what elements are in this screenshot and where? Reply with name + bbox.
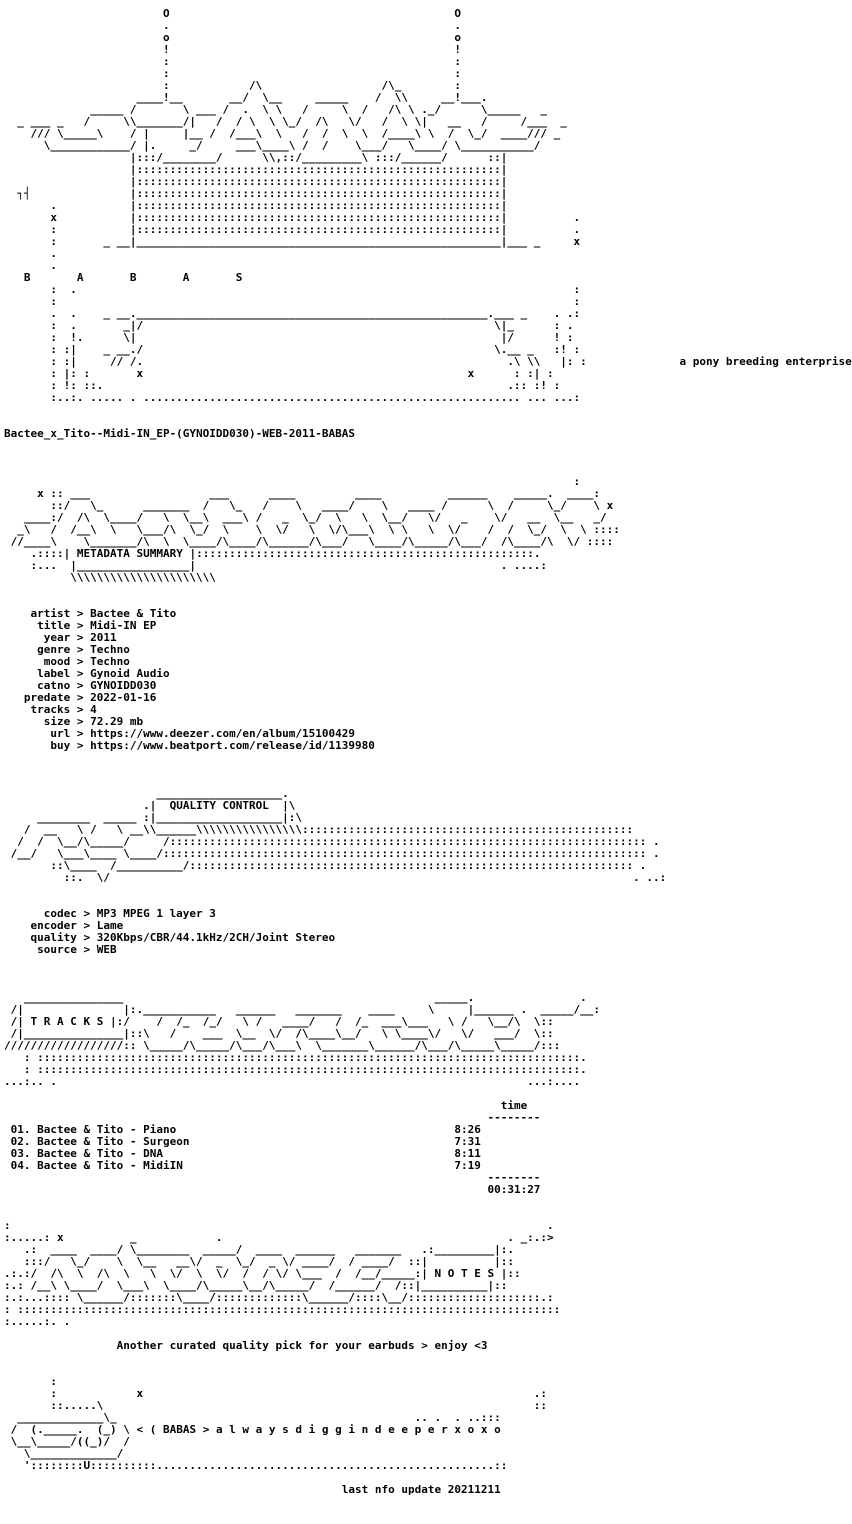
metadata-row: size > 72.29 mb — [4, 715, 144, 728]
track-row — [11, 1159, 481, 1172]
metadata-section-header: METADATA SUMMARY — [76, 547, 183, 560]
quality-row: quality > 320Kbps/CBR/44.1kHz/2CH/Joint Stereo — [4, 931, 336, 944]
quality-row: source > WEB — [4, 943, 117, 956]
track-title: Bactee & Tito - MidiIN — [37, 1159, 183, 1172]
track-number: 02. — [10, 1135, 31, 1148]
footer-art: : : x .: ::.....\ :: _____________\_ .. . . ..::: / (._____. (_) \ — [10, 1375, 548, 1436]
tagline: a pony breeding enterprise — [679, 355, 852, 368]
notes-art: : . :.....: x _ . . _:.:> .: ____ ____/ \________ _____/ ____ ______ _______ .:_________|:. :::/ \_/ \ \__ __\/ _ \_/ _ \/ ____/ / ____/ ::| |:: .:.:/ /\ \ /\ \ \ \/ \ \/ / / \/ \___ / /__/_____:| — [4, 1219, 554, 1280]
quality-row: encoder > Lame — [4, 919, 124, 932]
track-number: 04. — [10, 1159, 31, 1172]
track-time: 7:19 — [454, 1159, 481, 1172]
quality-art-tail: |\ ________ _____ :|___________________|:\ / __ \ / \ __\\______\\\\\\\\\\\\\\\\:::::::::::::::::::::::::::::::::::::::::::::::::: / / \__/\_____/ /:::::::::::::::::::::::::::::::::::::::::::::::::::::::::::::::::::::::: . /__/ \___\____ \____/::::::::::::::::::::::::::::::::::::::::::::::::::::::::::::::::::::::::: . ::\____ /__________/::::::::::::::::::::::::::::::::::::::::::::::::::::::::::::::::::: . ::. \/ . ..: — [10, 799, 667, 884]
quality-section-header: QUALITY CONTROL — [169, 799, 269, 812]
metadata-row: url > https://www.deezer.com/en/album/15100429 — [4, 727, 355, 740]
track-number: 01. — [10, 1123, 31, 1136]
metadata-art-tail: |:::::::::::::::::::::::::::::::::::::::::::::::::::. :... |_________________| . ....: \\\\\\\\\\\\\\\\\\\\\\ — [30, 547, 548, 584]
tracks-total-time: 00:31:27 — [487, 1183, 541, 1196]
metadata-row: artist > Bactee & Tito — [4, 607, 177, 620]
notes-text: Another curated quality pick for your earbuds > enjoy <3 — [116, 1339, 488, 1352]
nfo-text: O O . . o o ! ! : : : : : /\ /\_ : ____!__ __/ \__ _____ / \\ __!___. _____ / \ ___ / . \ \ / \ / /\ \ ._/ \_____ _ _ ___ _ / \\_______/| / / \ \ \_/ /\ \/ / \ \| __ / /___ _ /// \_____\ / | |__ / /___\ \ / / \ \ /____\ \ / \_/ ____/// _ \____________/ |. _/ ___\____\ / / \___/ \____/ \___________/ |:::/________/ \\,::/_________\ :::/______/ ::| |:::::::::::::::::::::::::::::::::::::::::::::::::::::::| |:::::::::::::::::::::::::::::::::::::::::::::::::::::::| ┐┤ |:::::::::::::::::::::::::::::::::::::::::::::::::::::::| . |:::::::::::::::::::::::::::::::::::::::::::::::::::::::| x |:::::::::::::::::::::::::::::::::::::::::::::::::::::::| . : |:::::::::::::::::::::::::::::::::::::::::::::::::::::::| . : _ __|_______________________________________________________|___ _ x . . B A B A S : . : : : . . _ __._____________________________________________________.___ _ . .: : . _|/ \|_ : . : !. \| |/ ! : : :| _ __./ \.__ _ :! : : :| // /. .\ \\ |: : a pony breeding enterprise : |: : x x : :| : : !: ::. .:: :! : :..:. ..... . ......................................................... ... ...: Bactee_x_Tito--Midi-IN_EP-(GYNOIDD030)-WEB-2011-BABAS : x :: ___ ___ ____ ____ ______ _____. ____: ::/ \_ _______ / \_ / \ ____/ \ ____ / \ / \_/ \ x ____:/ /\ \____/ \ \__\ ___\ / _ \_/ \ \ \__/ \/ _ \/ __ \__ _/ _\ / /__\ \ \___/\ \_/ \ \ \/ \ \/\___\ \ \ \ \/ / / \_/ \ \ :::: //____\ \_______/\ \ \____/\____/\______/\___/ \____/\_____/\___/ /\____/\ \/ :::: .::::| METADATA SUMMARY |:::::::::::::::::::::::::::::::::::::::::::::::::::. :... |_________________| . ....: \\\\\\\\\\\\\\\\\\\\\\ artist > Bactee & Tito title > Midi-IN EP year > 2011 genre > Techno mood > Techno label > Gynoid Audio catno > GYNOIDD030 predate > 2022-01-16 tracks > 4 size > 72.29 mb url > https://www.deezer.com/en/album/15100429 buy > https://www.beatport.com/release/id/1139980 ___________________. .| QUALITY CONTROL |\ ________ _____ :|___________________|:\ / __ \ / \ __\\______\\\\\\\\\\\\\\\\:::::::::::::::::::::::::::::::::::::::::::::::::: / / \__/\_____/ /:::::::::::::::::::::::::::::::::::::::::::::::::::::::::::::::::::::::: . /__/ \___\____ \____/::::::::::::::::::::::::::::::::::::::::::::::::::::::::::::::::::::::::: . ::\____ /__________/::::::::::::::::::::::::::::::::::::::::::::::::::::::::::::::::::: . ::. \/ . ..: codec > MP3 MPEG 1 layer 3 encoder > Lame quality > 320Kbps/CBR/44.1kHz/2CH/Joint Stereo source > WEB _______________ _____. . /| |:.___________ ______ _______ ____ \ |______ . _____/__: /| T R A C K S |:/ / /_ /_/ \ / ____/ / /_ ___\___ \ / \__/\ \:: /|_______________|::\ / ___ \__ \/ /\____\__/ \ \____\/ \/ ___/ \:: //////////////////:: \_____/\_____/\___/\___\ \_______\______/\___/\_____\_____/::: : ::::::::::::::::::::::::::::::::::::::::::::::::::::::::::::::::::::::::::::::::::. : ::::::::::::::::::::::::::::::::::::::::::::::::::::::::::::::::::::::::::::::::::. ...:.. . ...:.... time -------- 01. Bactee & Tito - Piano 8:26 02. Bactee & Tito - Surgeon 7:31 03. Bactee & Tito - DNA 8:11 04. Bactee & Tito - MidiIN 7:19 -------- 00:31:27 : . :.....: x _ . . _:.:> .: ____ ____/ \________ _____/ ____ ______ _______ .:_________|:. :::/ \_/ \ \__ __\/ _ \_/ _ \/ ____/ / ____/ ::| |:: .:.:/ /\ \ /\ \ \ \/ \ \/ / / \/ \___ / /__/_____:| N O T E S |:: :.: /__\ \____/ \___\ \____/\_____\__/\_____/ /______/ /::|__________|:: :.:...:::: \______/:::::::\____/:::::::::::::\______/::::\__/::::::::::::::::::::.: : :::::::::::::::::::::::::::::::::::::::::::::::::::::::::::::::::::::::::::::::::: :.....:. . Another curated quality pick for your earbuds > enjoy <3 : : x .: ::.....\ :: _____________\_ .. . . ..::: / (._____. (_) \ < ( BABAS > a l w a y s d i g g i n d e e p e r x o x o \__\_____/((_)/ / \_____________/ '::::::::U::::::::::...................................................:: last nfo update 20211211 — [4, 7, 852, 1496]
track-title: Bactee & Tito - Surgeon — [37, 1135, 190, 1148]
last-update: last nfo update 20211211 — [341, 1483, 501, 1496]
logo-frame-bottom: : |: : x x : :| : : !: ::. .:: :! : :..:. ..... . ......................................................... ... ...: — [50, 367, 581, 404]
metadata-row: catno > GYNOIDD030 — [4, 679, 157, 692]
metadata-row: title > Midi-IN EP — [4, 619, 157, 632]
metadata-row: genre > Techno — [4, 643, 130, 656]
notes-art-tail: |:: :.: /__\ \____/ \___\ \____/\_____\__/\_____/ /______/ /::|__________|:: :.:...:::: \______/:::::::\____/:::::::::::::\______/::::\__/::::::::::::::::::::.: : :::::::::::::::::::::::::::::::::::::::::::::::::::::::::::::::::::::::::::::::::: :.....:. . — [4, 1267, 561, 1328]
tracks-time-header: time — [500, 1099, 528, 1112]
metadata-row: tracks > 4 — [4, 703, 97, 716]
quality-row: codec > MP3 MPEG 1 layer 3 — [4, 907, 216, 920]
release-name: Bactee_x_Tito--Midi-IN_EP-(GYNOIDD030)-WEB-2011-BABAS — [4, 427, 355, 440]
track-time: 7:31 — [454, 1135, 481, 1148]
tracks-art-tail: |:/ / /_ /_/ \ / ____/ / /_ ___\___ \ / \__/\ \:: /|_______________|::\ / ___ \__ \/ /\____\__/ \ \____\/ \/ ___/ \:: //////////////////:: \_____/\_____/\___/\___\ \_______\______/\___/\_____\_____/::: : ::::::::::::::::::::::::::::::::::::::::::::::::::::::::::::::::::::::::::::::::::. : ::::::::::::::::::::::::::::::::::::::::::::::::::::::::::::::::::::::::::::::::::. ...:.. . ...:.... — [4, 1015, 587, 1088]
notes-section-header: N O T E S — [434, 1267, 495, 1280]
babas-logo-art: O O . . o o ! ! : : : : : /\ /\_ : ____!__ __/ \__ _____ / \\ __!___. _____ / \ ___ / . \ \ / \ / /\ \ ._/ \_____ _ _ ___ _ / \\_______/| / / \ \ \_/ /\ \/ / \ \| __ / /___ _ /// \_____\ / | |__ / /___\ \ / / \ \ /____\ \ / \_/ ____/// _ \____________/ |. _/ ___\____\ / / \___/ \____/ \___________/ |:::/________/ \\,::/_________\ :::/______/ ::| |:::::::::::::::::::::::::::::::::::::::::::::::::::::::| |:::::::::::::::::::::::::::::::::::::::::::::::::::::::| ┐┤ |:::::::::::::::::::::::::::::::::::::::::::::::::::::::| . |:::::::::::::::::::::::::::::::::::::::::::::::::::::::| x |:::::::::::::::::::::::::::::::::::::::::::::::::::::::| . : |:::::::::::::::::::::::::::::::::::::::::::::::::::::::| . : _ __|_______________________________________________________|___ _ x . . — [17, 7, 581, 272]
brand-letters: B A B A S — [4, 271, 243, 284]
tracks-art: _______________ _____. . /| |:.___________ ______ _______ ____ \ |______ . _____/__: /| — [10, 991, 601, 1028]
metadata-row: buy > https://www.beatport.com/release/id/1139980 — [4, 739, 375, 752]
footer-art-bottom: \__\_____/((_)/ / \_____________/ '::::::::U::::::::::...................................................:: — [10, 1435, 508, 1472]
track-title: Bactee & Tito - DNA — [37, 1147, 163, 1160]
metadata-row: label > Gynoid Audio — [4, 667, 170, 680]
tracks-section-header: T R A C K S — [30, 1015, 104, 1028]
track-time: 8:11 — [454, 1147, 481, 1160]
metadata-row: mood > Techno — [4, 655, 130, 668]
metadata-art: : x :: ___ ___ ____ ____ ______ _____. ____: ::/ \_ _______ / \_ / \ ____/ \ ____ / \ / \_/ \ x ____:/ /\ \____/ \ \__\ ___\ / _ \_/ \ \ \__/ \/ _ \/ __ \__ _/ _\ / /__\ \ \___/\ \_/ \ \ \/ \ \/\___\ \ \ \ \/ / / \_/ \ \ :::: //____\ \_______/\ \ \____/\____/\______/\___/ \____/\_____/\___/ /\____/\ \/ :::: .::::| — [10, 475, 620, 560]
quality-art: ___________________. .| — [143, 787, 289, 812]
logo-frame-lower: : . : : : . . _ __._____________________________________________________.___ _ . .: : . _|/ \|_ : . : !. \| |/ ! : : :| _ __./ \.__ _ :! : : :| // /. .\ \\ |: : — [50, 283, 587, 368]
track-number: 03. — [10, 1147, 31, 1160]
footer-slogan: < ( BABAS > a l w a y s d i g g i n d e e p e r x o x o — [136, 1423, 501, 1436]
track-time: 8:26 — [454, 1123, 481, 1136]
metadata-row: predate > 2022-01-16 — [4, 691, 157, 704]
track-title: Bactee & Tito - Piano — [37, 1123, 177, 1136]
metadata-row: year > 2011 — [4, 631, 117, 644]
